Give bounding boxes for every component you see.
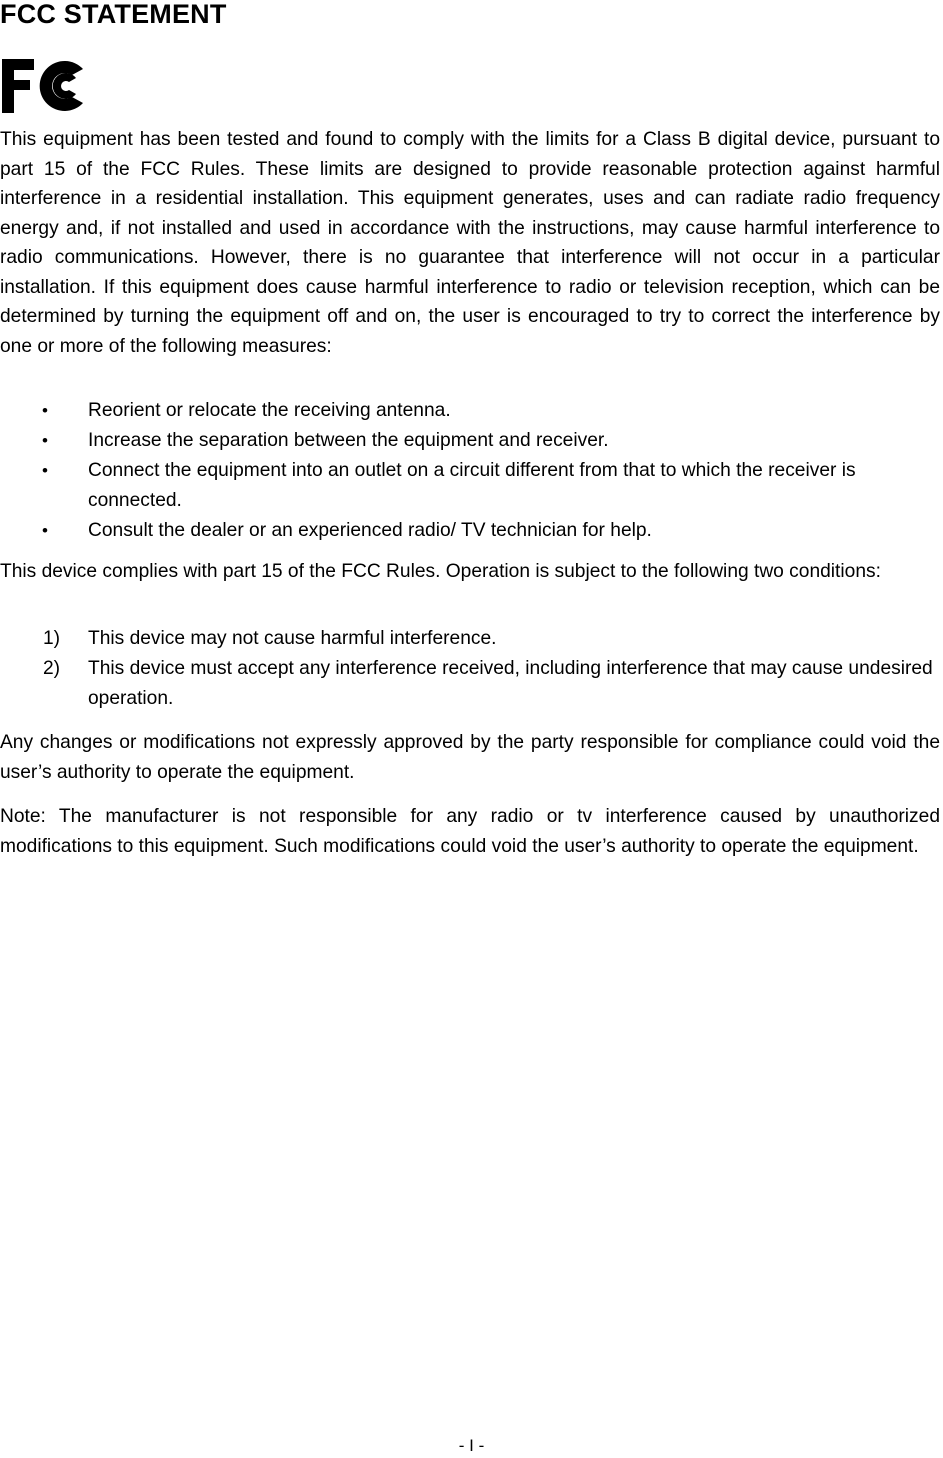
fcc-logo-icon (0, 55, 86, 115)
bullet-marker: • (42, 520, 48, 540)
list-item (0, 654, 943, 713)
list-item (0, 456, 943, 515)
bullet-marker: • (42, 431, 48, 450)
bullet-marker: • (42, 461, 48, 480)
list-item-text: This device may not cause harmful interference. (88, 628, 497, 649)
intro-paragraph: This equipment has been tested and found to comply with the limits for a Class B digital device, pursuant to part 15 of the FCC Rules. These limits are designed to provide reasonable protection against harmful interference in a residential installation. This equipment generates, uses and can radiate radio frequency energy and, if not installed and used in accordance with the instructions, may cause harmful interference to radio communications. However, there is no guarantee that interference will not occur in a particular installation. If this equipment does cause harmful interference to radio or television reception, which can be determined by turning the equipment off and on, the user is encouraged to try to correct the interference by one or more of the following measures: (0, 129, 940, 357)
list-item-text: Connect the equipment into an outlet on a circuit different from that to which the receiver is connected. (88, 460, 856, 511)
conditions-list (0, 624, 943, 714)
page-number: - I - (458, 1436, 485, 1455)
list-item-text: Reorient or relocate the receiving antenna. (88, 400, 451, 421)
list-item-text: Consult the dealer or an experienced radio/ TV technician for help. (88, 519, 652, 541)
conditions-intro-paragraph: This device complies with part 15 of the FCC Rules. Operation is subject to the following two conditions: (0, 561, 881, 582)
list-item-text: Increase the separation between the equipment and receiver. (88, 430, 609, 451)
bullet-marker: • (42, 401, 48, 420)
measures-list (0, 396, 943, 546)
page-title: FCC STATEMENT (0, 0, 227, 29)
list-item (0, 426, 943, 456)
number-marker: 1) (43, 628, 61, 649)
list-item (0, 516, 943, 546)
note-paragraph: Note: The manufacturer is not responsible for any radio or tv interference caused by unauthorized modifications to this equipment. Such modifications could void the user’s authority to operate the equipment. (0, 806, 940, 857)
list-item (0, 396, 943, 426)
list-item (0, 624, 943, 654)
number-marker: 2) (43, 658, 61, 679)
changes-paragraph: Any changes or modifications not expressly approved by the party responsible for compliance could void the user’s authority to operate the equipment. (0, 732, 940, 783)
list-item-text: This device must accept any interference received, including interference that may cause undesired operation. (88, 658, 933, 709)
